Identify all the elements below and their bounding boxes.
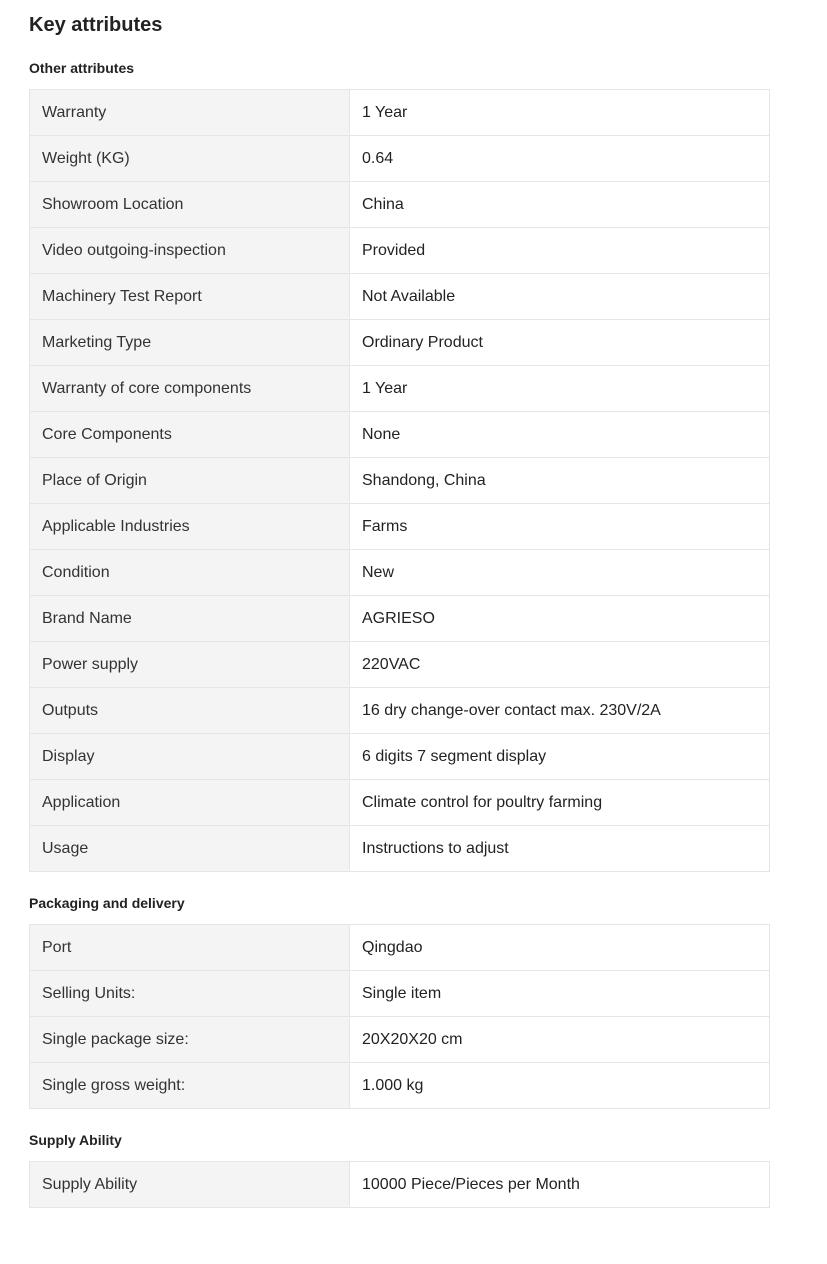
- attribute-name: Application: [30, 780, 350, 826]
- table-row: [30, 596, 770, 642]
- table-row: [30, 274, 770, 320]
- other-attributes-table: [29, 89, 770, 872]
- attribute-value: Not Available: [350, 274, 770, 320]
- attribute-name: Power supply: [30, 642, 350, 688]
- table-row: [30, 642, 770, 688]
- attribute-name: Single package size:: [30, 1017, 350, 1063]
- table-row: [30, 320, 770, 366]
- table-row: [30, 412, 770, 458]
- attribute-value: Qingdao: [350, 925, 770, 971]
- attribute-value: 20X20X20 cm: [350, 1017, 770, 1063]
- attribute-name: Usage: [30, 826, 350, 872]
- table-row: [30, 182, 770, 228]
- table-row: [30, 1017, 770, 1063]
- table-row: [30, 734, 770, 780]
- attribute-value: Instructions to adjust: [350, 826, 770, 872]
- attribute-value: Farms: [350, 504, 770, 550]
- page-title: Key attributes: [29, 14, 163, 36]
- key-attributes-panel: [29, 0, 770, 1208]
- table-row: [30, 90, 770, 136]
- attribute-name: Selling Units:: [30, 971, 350, 1017]
- table-row: [30, 366, 770, 412]
- attribute-name: Warranty of core components: [30, 366, 350, 412]
- table-row: [30, 504, 770, 550]
- attribute-value: 1 Year: [350, 366, 770, 412]
- attribute-value: 0.64: [350, 136, 770, 182]
- attribute-value: China: [350, 182, 770, 228]
- attribute-value: Ordinary Product: [350, 320, 770, 366]
- attribute-value: 1.000 kg: [350, 1063, 770, 1109]
- attribute-value: Shandong, China: [350, 458, 770, 504]
- attribute-name: Outputs: [30, 688, 350, 734]
- table-row: [30, 925, 770, 971]
- table-row: [30, 136, 770, 182]
- packaging-delivery-table: [29, 924, 770, 1109]
- table-row: [30, 971, 770, 1017]
- attribute-name: Single gross weight:: [30, 1063, 350, 1109]
- attribute-name: Condition: [30, 550, 350, 596]
- attribute-name: Video outgoing-inspection: [30, 228, 350, 274]
- attribute-name: Machinery Test Report: [30, 274, 350, 320]
- attribute-value: None: [350, 412, 770, 458]
- attribute-name: Supply Ability: [30, 1162, 350, 1208]
- table-row: [30, 1063, 770, 1109]
- attribute-value: Provided: [350, 228, 770, 274]
- table-row: [30, 826, 770, 872]
- table-row: [30, 780, 770, 826]
- attribute-value: 10000 Piece/Pieces per Month: [350, 1162, 770, 1208]
- supply-ability-table: [29, 1161, 770, 1208]
- attribute-value: 16 dry change-over contact max. 230V/2A: [350, 688, 770, 734]
- attribute-name: Marketing Type: [30, 320, 350, 366]
- attribute-name: Weight (KG): [30, 136, 350, 182]
- table-row: [30, 458, 770, 504]
- attribute-value: 1 Year: [350, 90, 770, 136]
- attribute-value: AGRIESO: [350, 596, 770, 642]
- attribute-value: Climate control for poultry farming: [350, 780, 770, 826]
- attribute-name: Display: [30, 734, 350, 780]
- section-title-packaging-and-delivery: Packaging and delivery: [29, 895, 185, 911]
- attribute-value: 220VAC: [350, 642, 770, 688]
- section-title-supply-ability: Supply Ability: [29, 1132, 122, 1148]
- attribute-name: Place of Origin: [30, 458, 350, 504]
- attribute-name: Warranty: [30, 90, 350, 136]
- table-row: [30, 688, 770, 734]
- attribute-value: New: [350, 550, 770, 596]
- attribute-name: Applicable Industries: [30, 504, 350, 550]
- table-row: [30, 550, 770, 596]
- attribute-value: 6 digits 7 segment display: [350, 734, 770, 780]
- table-row: [30, 228, 770, 274]
- attribute-name: Core Components: [30, 412, 350, 458]
- attribute-name: Showroom Location: [30, 182, 350, 228]
- attribute-value: Single item: [350, 971, 770, 1017]
- attribute-name: Brand Name: [30, 596, 350, 642]
- table-row: [30, 1162, 770, 1208]
- attribute-name: Port: [30, 925, 350, 971]
- section-title-other-attributes: Other attributes: [29, 60, 135, 76]
